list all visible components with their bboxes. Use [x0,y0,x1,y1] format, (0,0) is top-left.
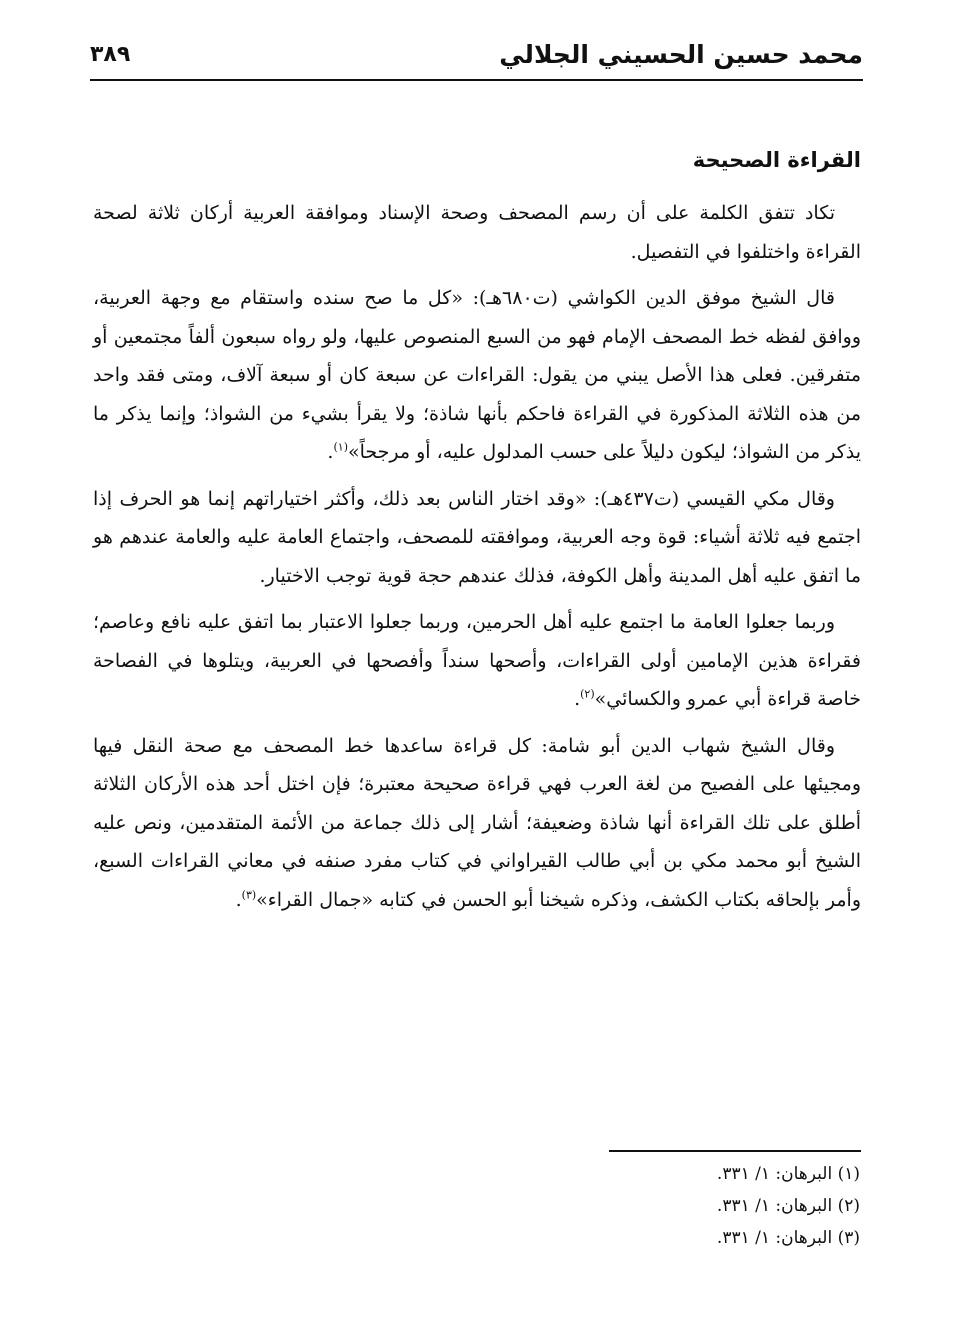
paragraph-text: قال الشيخ موفق الدين الكواشي (ت٦٨٠هـ): «كل ما صح سنده واستقام مع وجهة العربية، ووافق لفظه خط المصحف الإمام فهو من السبع المنصوص عليها، ولو رواه سبعون ألفاً مجتمعين أو متفرقين. فعلى هذا الأصل يبني من يقول: القراءات عن سبعة كان أو سبعة آلاف، ومتى فقد واحد من هذه الثلاثة المذكورة في القراءة فاحكم بأنها شاذة؛ ولا يقرأ بشيء من الشواذ؛ وإنما يذكر ما يذكر من الشواذ؛ ليكون دليلاً على حسب المدلول عليه، أو مرجحاً» [93,287,861,463]
running-header [90,30,863,78]
page-number: ٣٨٩ [90,41,131,67]
paragraph [93,480,861,596]
footnote-ref: (٣) [241,888,257,902]
header-rule [90,79,863,81]
paragraph-text: تكاد تتفق الكلمة على أن رسم المصحف وصحة الإسناد وموافقة العربية أركان ثلاثة لصحة القراءة واختلفوا في التفصيل. [93,202,861,263]
paragraph [93,279,861,472]
footnotes [93,1158,860,1254]
paragraph-tail: . [574,688,581,710]
footnote: (٣) البرهان: ١/ ٣٣١. [716,1228,860,1248]
footnote: (٢) البرهان: ١/ ٣٣١. [716,1196,860,1216]
paragraph [93,727,861,920]
paragraph-text: وقال الشيخ شهاب الدين أبو شامة: كل قراءة ساعدها خط المصحف مع صحة النقل فيها ومجيئها على الفصيح من لغة العرب فهي قراءة صحيحة معتبرة؛ فإن اختل أحد هذه الأركان الثلاثة أطلق على تلك القراءة أنها شاذة وضعيفة؛ أشار إلى ذلك جماعة من الأئمة المتقدمين، ونص عليه الشيخ أبو محمد مكي بن أبي طالب القيراواني في كتاب مفرد صنفه في معاني القراءات السبع، وأمر بإلحاقه بكتاب الكشف، وذكره شيخنا أبو الحسن في كتابه «جمال القراء» [93,734,861,911]
footnote-ref: (١) [333,440,348,454]
footnote-rule [609,1150,861,1152]
section-heading: القراءة الصحيحة [692,148,861,172]
header-title: محمد حسين الحسيني الجلالي [499,39,863,69]
body-text [93,138,861,927]
footnote-ref: (٢) [580,687,595,701]
paragraph-text: وقال مكي القيسي (ت٤٣٧هـ): «وقد اختار الناس بعد ذلك، وأكثر اختياراتهم إنما هو الحرف إذا اجتمع فيه ثلاثة أشياء: قوة وجه العربية، وموافقته للمصحف، واجتماع العامة عليه والعامة عندهم هو ما اتفق عليه أهل المدينة وأهل الكوفة، فذلك عندهم حجة قوية توجب الاختيار. [93,487,861,587]
paragraph-tail: . [235,888,242,911]
paragraph-tail: . [327,441,334,463]
paragraph-text: وربما جعلوا العامة ما اجتمع عليه أهل الحرمين، وربما جعلوا الاعتبار بما اتفق عليه نافع وعاصم؛ فقراءة هذين الإمامين أولى القراءات، وأصحها سنداً وأفصحها في العربية، ويتلوها في الفصاحة خاصة قراءة أبي عمرو والكسائي» [93,611,861,710]
paragraph [93,603,861,719]
paragraph [93,194,861,271]
footnote: (١) البرهان: ١/ ٣٣١. [716,1164,860,1184]
